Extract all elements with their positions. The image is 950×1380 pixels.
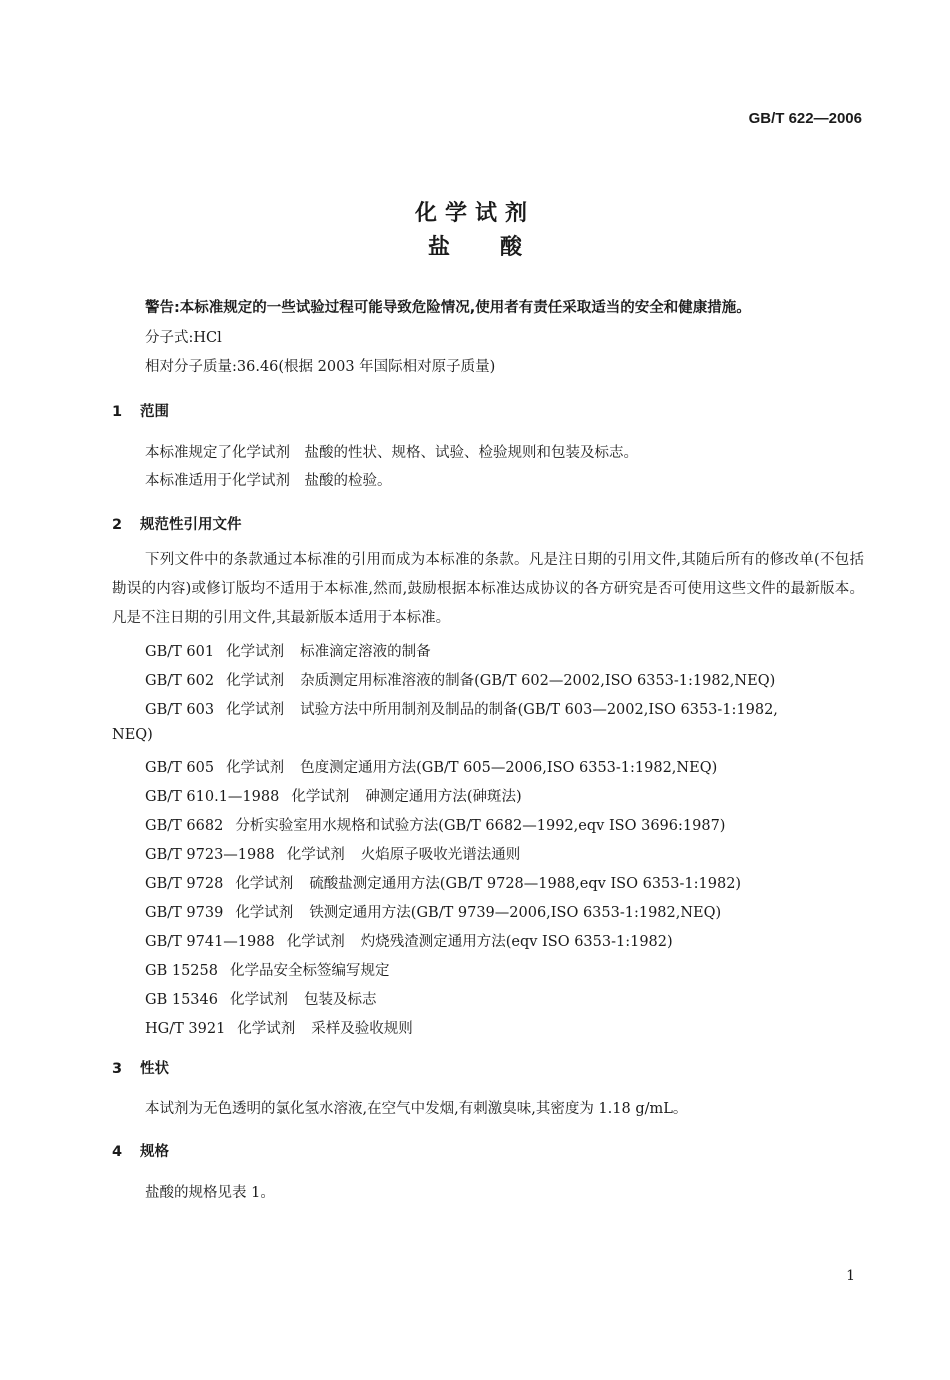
reference-code: GB/T 605 bbox=[145, 760, 215, 776]
reference-category: 化学试剂 bbox=[286, 934, 345, 950]
reference-code: GB/T 603 bbox=[145, 702, 215, 718]
reference-title: 铁测定通用方法(GB/T 9739—2006,ISO 6353-1:1982,NEQ) bbox=[309, 905, 722, 921]
scope-line-1: 本标准规定了化学试剂 盐酸的性状、规格、试验、检验规则和包装及标志。 bbox=[145, 445, 638, 461]
reference-code: GB/T 9723—1988 bbox=[145, 847, 275, 863]
reference-category: 化学试剂 bbox=[237, 1021, 296, 1037]
section-1-heading bbox=[112, 400, 169, 421]
section-title: 规范性引用文件 bbox=[140, 517, 242, 533]
section-2-heading bbox=[112, 513, 242, 534]
reference-title: 砷测定通用方法(砷斑法) bbox=[365, 789, 522, 805]
reference-item bbox=[145, 814, 725, 835]
reference-item bbox=[145, 843, 520, 864]
molecular-formula: 分子式:HCl bbox=[145, 330, 222, 346]
reference-item bbox=[145, 698, 778, 719]
section-number: 2 bbox=[112, 517, 123, 533]
reference-category: 化学试剂 bbox=[291, 789, 350, 805]
reference-category: 化学试剂 bbox=[235, 876, 294, 892]
reference-title: 采样及验收规则 bbox=[311, 1021, 413, 1037]
reference-code: GB/T 6682 bbox=[145, 818, 224, 834]
reference-category: 化学试剂 bbox=[226, 760, 285, 776]
section-number: 1 bbox=[112, 404, 123, 420]
reference-continuation: NEQ) bbox=[112, 727, 153, 743]
reference-code: GB/T 9728 bbox=[145, 876, 224, 892]
reference-code: HG/T 3921 bbox=[145, 1021, 226, 1037]
reference-title: 试验方法中所用制剂及制品的制备(GB/T 603—2002,ISO 6353-1:1982, bbox=[300, 702, 778, 718]
reference-title: 杂质测定用标准溶液的制备(GB/T 602—2002,ISO 6353-1:1982,NEQ) bbox=[300, 673, 776, 689]
reference-title: 化学品安全标签编写规定 bbox=[229, 963, 390, 979]
reference-item bbox=[145, 640, 431, 661]
reference-item bbox=[145, 901, 721, 922]
reference-item bbox=[145, 756, 717, 777]
warning-text: 警告:本标准规定的一些试验过程可能导致危险情况,使用者有责任采取适当的安全和健康措施。 bbox=[145, 300, 751, 316]
properties-text: 本试剂为无色透明的氯化氢水溶液,在空气中发烟,有刺激臭味,其密度为 1.18 g/mL。 bbox=[145, 1101, 688, 1117]
reference-title: 色度测定通用方法(GB/T 605—2006,ISO 6353-1:1982,NEQ) bbox=[300, 760, 718, 776]
reference-title: 包装及标志 bbox=[303, 992, 377, 1008]
molecular-mass: 相对分子质量:36.46(根据 2003 年国际相对原子质量) bbox=[145, 359, 496, 375]
reference-title: 硫酸盐测定通用方法(GB/T 9728—1988,eqv ISO 6353-1:1982) bbox=[309, 876, 742, 892]
specifications-text: 盐酸的规格见表 1。 bbox=[145, 1185, 275, 1201]
section-4-heading bbox=[112, 1140, 169, 1161]
title-sub: 盐酸 bbox=[427, 235, 572, 260]
reference-category: 化学试剂 bbox=[226, 702, 285, 718]
reference-category: 化学试剂 bbox=[226, 644, 285, 660]
reference-category: 化学试剂 bbox=[235, 905, 294, 921]
section-title: 性状 bbox=[140, 1061, 169, 1077]
reference-code: GB/T 9739 bbox=[145, 905, 224, 921]
reference-item bbox=[145, 785, 522, 806]
reference-code: GB 15258 bbox=[145, 963, 218, 979]
reference-code: GB/T 610.1—1988 bbox=[145, 789, 280, 805]
reference-item bbox=[145, 959, 389, 980]
section-title: 范围 bbox=[140, 404, 169, 420]
reference-item bbox=[145, 1017, 413, 1038]
reference-category: 化学试剂 bbox=[229, 992, 288, 1008]
normative-references-intro: 下列文件中的条款通过本标准的引用而成为本标准的条款。凡是注日期的引用文件,其随后所有的修改单(不包括勘误的内容)或修订版均不适用于本标准,然而,鼓励根据本标准达成协议的各方研究是否可使用这些文件的最新版本。凡是不注日期的引用文件,其最新版本适用于本标准。 bbox=[112, 552, 864, 626]
reference-title: 灼烧残渣测定通用方法(eqv ISO 6353-1:1982) bbox=[360, 934, 673, 950]
reference-code: GB 15346 bbox=[145, 992, 218, 1008]
title-main: 化学试剂 bbox=[414, 201, 535, 226]
reference-title: 标准滴定溶液的制备 bbox=[300, 644, 431, 660]
page-number: 1 bbox=[846, 1268, 855, 1284]
section-number: 4 bbox=[112, 1144, 123, 1160]
section-number: 3 bbox=[112, 1061, 123, 1077]
reference-title: 分析实验室用水规格和试验方法(GB/T 6682—1992,eqv ISO 3696:1987) bbox=[235, 818, 726, 834]
reference-item bbox=[145, 988, 376, 1009]
section-title: 规格 bbox=[140, 1144, 169, 1160]
reference-item bbox=[145, 872, 741, 893]
reference-category: 化学试剂 bbox=[286, 847, 345, 863]
standard-code: GB/T 622—2006 bbox=[748, 110, 862, 127]
reference-code: GB/T 9741—1988 bbox=[145, 934, 275, 950]
reference-title: 火焰原子吸收光谱法通则 bbox=[360, 847, 521, 863]
reference-code: GB/T 602 bbox=[145, 673, 215, 689]
reference-item bbox=[145, 930, 673, 951]
reference-code: GB/T 601 bbox=[145, 644, 215, 660]
reference-item bbox=[145, 669, 775, 690]
scope-line-2: 本标准适用于化学试剂 盐酸的检验。 bbox=[145, 473, 392, 489]
section-3-heading bbox=[112, 1057, 169, 1078]
reference-category: 化学试剂 bbox=[226, 673, 285, 689]
